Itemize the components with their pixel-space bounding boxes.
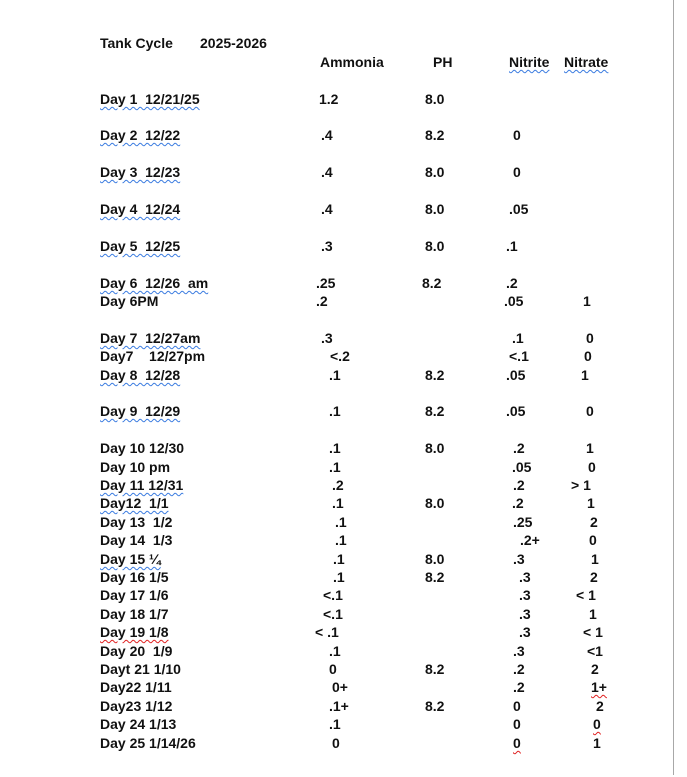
- row-nitrate-value: < 1: [583, 624, 603, 640]
- row-nitrate-value: 1: [587, 495, 595, 511]
- row-ammonia-value: .2: [316, 293, 328, 309]
- row-nitrate-value: 1: [586, 440, 594, 456]
- row-ammonia-value: 0+: [332, 679, 348, 695]
- row-nitrite-value: .2: [513, 679, 525, 695]
- row-nitrite-value: .3: [519, 624, 531, 640]
- row-ammonia-value: .4: [321, 201, 333, 217]
- row-nitrate-value: 2: [590, 514, 598, 530]
- row-nitrite-value: .1: [506, 238, 518, 254]
- row-day-label: Day7 12/27pm: [100, 348, 206, 364]
- row-nitrite-value: .05: [506, 367, 526, 383]
- row-nitrite-value: <.1: [509, 348, 529, 364]
- row-day-label: Dayt 21 1/10: [100, 661, 181, 677]
- row-ammonia-value: .3: [321, 330, 333, 346]
- row-nitrite-value: .2: [513, 477, 525, 493]
- row-ammonia-value: 0: [332, 735, 340, 751]
- row-day-label: Day 19 1/8: [100, 624, 169, 640]
- row-day-label: Day 16 1/5: [100, 569, 169, 585]
- row-nitrite-value: .3: [519, 606, 531, 622]
- row-day-label: Day 13 1/2: [100, 514, 173, 530]
- row-day-label: Day 4 12/24: [100, 201, 181, 217]
- row-nitrite-value: .2: [513, 440, 525, 456]
- row-day-label: Day 18 1/7: [100, 606, 169, 622]
- row-ph-value: 8.2: [425, 367, 445, 383]
- row-nitrite-value: .25: [513, 514, 533, 530]
- row-nitrite-value: .3: [513, 551, 525, 567]
- row-nitrite-value: .05: [504, 293, 524, 309]
- row-ammonia-value: .1: [329, 459, 341, 475]
- row-nitrite-value: 0: [513, 127, 521, 143]
- row-day-label: Day 8 12/28: [100, 367, 181, 383]
- row-nitrite-value: 0: [513, 735, 521, 751]
- row-nitrate-value: 0: [586, 330, 594, 346]
- row-nitrate-value: 1: [589, 606, 597, 622]
- row-nitrite-value: 0: [513, 698, 521, 714]
- row-ammonia-value: .1: [335, 532, 347, 548]
- row-nitrate-value: 1: [591, 551, 599, 567]
- row-ammonia-value: .1: [329, 643, 341, 659]
- row-nitrite-value: .1: [512, 330, 524, 346]
- row-day-label: Day 1 12/21/25: [100, 91, 200, 107]
- row-ammonia-value: <.1: [323, 587, 343, 603]
- row-day-label: Day 10 12/30: [100, 440, 185, 456]
- row-ph-value: 8.0: [425, 238, 445, 254]
- row-ammonia-value: 0: [329, 661, 337, 677]
- row-day-label: Day 9 12/29: [100, 403, 181, 419]
- row-nitrite-value: .3: [519, 569, 531, 585]
- row-nitrate-value: 0: [593, 716, 601, 732]
- row-ph-value: 8.0: [425, 495, 445, 511]
- header-nitrate: Nitrate: [564, 54, 609, 70]
- row-nitrate-value: 0: [586, 403, 594, 419]
- row-ammonia-value: .4: [321, 164, 333, 180]
- row-nitrate-value: 0: [588, 459, 596, 475]
- row-day-label: Day12 1/1: [100, 495, 169, 511]
- row-ammonia-value: .1: [329, 440, 341, 456]
- row-day-label: Day22 1/11: [100, 679, 172, 695]
- row-ammonia-value: .1: [329, 403, 341, 419]
- row-nitrite-value: .2: [512, 495, 524, 511]
- row-ph-value: 8.2: [425, 569, 445, 585]
- header-ammonia: Ammonia: [320, 54, 384, 70]
- row-ph-value: 8.2: [425, 661, 445, 677]
- row-ammonia-value: .1+: [329, 698, 349, 714]
- row-nitrite-value: .3: [513, 643, 525, 659]
- row-ammonia-value: .1: [332, 495, 344, 511]
- row-nitrate-value: 2: [590, 569, 598, 585]
- row-ammonia-value: < .1: [315, 624, 339, 640]
- row-day-label: Day 14 1/3: [100, 532, 173, 548]
- row-ph-value: 8.2: [422, 275, 442, 291]
- row-ammonia-value: .1: [333, 569, 345, 585]
- row-day-label: Day 6PM: [100, 293, 159, 309]
- row-nitrite-value: .05: [509, 201, 529, 217]
- row-day-label: Day 2 12/22: [100, 127, 181, 143]
- row-ammonia-value: .1: [333, 551, 345, 567]
- row-nitrate-value: 2: [596, 698, 604, 714]
- row-ph-value: 8.2: [425, 698, 445, 714]
- row-ammonia-value: .1: [329, 716, 341, 732]
- header-ph: PH: [433, 54, 453, 70]
- row-ph-value: 8.0: [425, 551, 445, 567]
- row-day-label: Day 3 12/23: [100, 164, 181, 180]
- year-range: 2025-2026: [200, 35, 267, 51]
- row-ammonia-value: <.1: [323, 606, 343, 622]
- row-ph-value: 8.0: [425, 91, 445, 107]
- row-nitrate-value: 1: [593, 735, 601, 751]
- row-day-label: Day23 1/12: [100, 698, 173, 714]
- row-nitrate-value: 1: [583, 293, 591, 309]
- row-ammonia-value: .1: [335, 514, 347, 530]
- row-day-label: Day 20 1/9: [100, 643, 173, 659]
- row-nitrite-value: .05: [506, 403, 526, 419]
- row-nitrate-value: 0: [589, 532, 597, 548]
- row-nitrate-value: <1: [587, 643, 603, 659]
- row-nitrate-value: 1: [581, 367, 589, 383]
- row-ammonia-value: <.2: [330, 348, 350, 364]
- row-nitrate-value: < 1: [576, 587, 596, 603]
- row-nitrite-value: .3: [519, 587, 531, 603]
- row-ph-value: 8.2: [425, 403, 445, 419]
- row-nitrite-value: .05: [512, 459, 532, 475]
- row-ammonia-value: .3: [321, 238, 333, 254]
- row-day-label: Day 17 1/6: [100, 587, 169, 603]
- row-nitrate-value: > 1: [571, 477, 591, 493]
- row-day-label: Day 25 1/14/26: [100, 735, 196, 751]
- row-ph-value: 8.0: [425, 201, 445, 217]
- row-ph-value: 8.0: [425, 440, 445, 456]
- row-ph-value: 8.2: [425, 127, 445, 143]
- row-nitrate-value: 2: [591, 661, 599, 677]
- row-day-label: Day 24 1/13: [100, 716, 177, 732]
- row-day-label: Day 15 ¼: [100, 551, 161, 567]
- row-nitrite-value: .2+: [520, 532, 540, 548]
- row-nitrate-value: 1+: [591, 679, 607, 695]
- row-nitrite-value: .2: [513, 661, 525, 677]
- row-day-label: Day 11 12/31: [100, 477, 184, 493]
- row-day-label: Day 5 12/25: [100, 238, 181, 254]
- row-ammonia-value: .2: [332, 477, 344, 493]
- row-ammonia-value: .4: [321, 127, 333, 143]
- row-ammonia-value: 1.2: [319, 91, 339, 107]
- document-title: Tank Cycle: [100, 35, 173, 51]
- row-nitrate-value: 0: [584, 348, 592, 364]
- row-day-label: Day 7 12/27am: [100, 330, 201, 346]
- header-nitrite: Nitrite: [509, 54, 550, 70]
- row-ammonia-value: .25: [316, 275, 336, 291]
- row-nitrite-value: 0: [513, 164, 521, 180]
- row-ammonia-value: .1: [329, 367, 341, 383]
- row-nitrite-value: 0: [513, 716, 521, 732]
- row-nitrite-value: .2: [506, 275, 518, 291]
- row-day-label: Day 10 pm: [100, 459, 171, 475]
- row-ph-value: 8.0: [425, 164, 445, 180]
- row-day-label: Day 6 12/26 am: [100, 275, 209, 291]
